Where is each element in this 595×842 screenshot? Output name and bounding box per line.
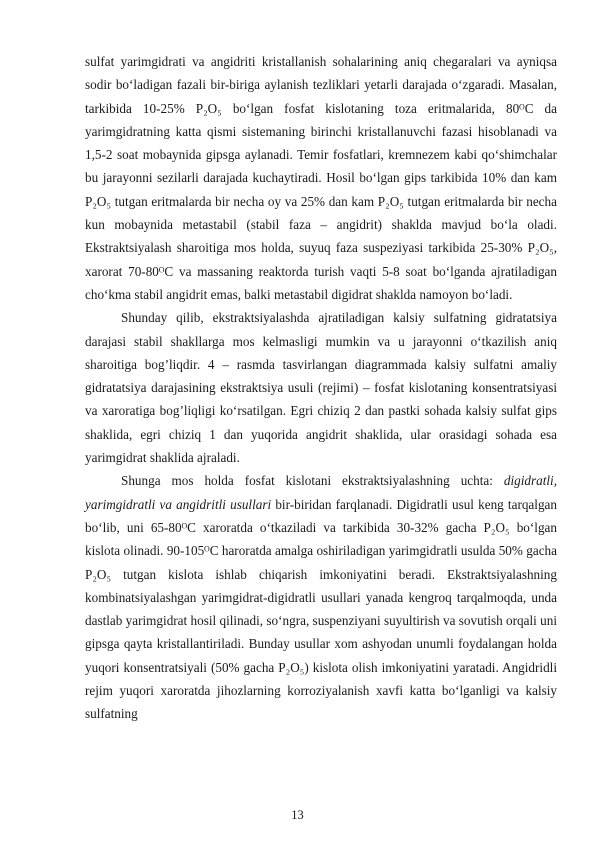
paragraph-text: Shunday qilib, ekstraktsiyalashda ajratiladigan kalsiy sulfatning gidratatsiya darajasi stabil shakllarga mos kelmasligi mumkin va u jarayonni o‘tkazilish aniq sharoitiga bog’liqdir. 4 – rasmda tasvirlangan diagrammada kalsiy sulfatni amaliy gidratatsiya darajasining ekstraktsiya usuli (rejimi) – fosfat kislotaning konsentratsiyasi va xaroratiga bog’liqligi ko‘rsatilgan. Egri chiziq 2 dan pastki sohada kalsiy sulfat gips shaklida, egri chiziq 1 dan yuqorida angidrit shaklida, ular orasidagi sohada esa yarimgidrat shaklida ajraladi. [85, 310, 557, 466]
paragraph-text: sulfat yarimgidrati va angidriti kristallanish sohalarining aniq chegaralari va ayniqsa sodir bo‘ladigan fazali bir-biriga aylanish tezliklari yetarli darajada o‘zgaradi. Masalan, tarkibida 10-25% P₂O₅ bo‘lgan fosfat kislotaning toza eritmalarida, 80ᴼC da yarimgidratning katta qismi sistemaning birinchi kristallanuvchi fazasi hisoblanadi va 1,5-2 soat mobaynida gipsga aylanadi. Temir fosfatlari, kremnezem kabi qo‘shimchalar bu jarayonni sezilarli darajada kuchaytiradi. Hosil bo‘lgan gips tarkibida 10% dan kam P₂O₅ tutgan eritmalarda bir necha oy va 25% dan kam P₂O₅ tutgan eritmalarda bir necha kun mobaynida metastabil (stabil faza – angidrit) shaklda mavjud bo‘la oladi. Ekstraktsiyalash sharoitiga mos holda, suyuq faza suspeziyasi tarkibida 25-30% P₂O₅, xarorat 70-80ᴼC va massaning reaktorda turish vaqti 5-8 soat bo‘lganda ajratiladigan cho‘kma stabil angidrit emas, balki metastabil digidrat shaklda namoyon bo‘ladi. [85, 54, 557, 302]
paragraph-extraction-methods [85, 469, 557, 725]
paragraph-continuation [85, 50, 557, 306]
paragraph-hydration-degree [85, 306, 557, 469]
paragraph-text: bir-biridan farqlanadi. Digidratli usul keng tarqalgan bo‘lib, uni 65-80ᴼC xaroratda o‘tkaziladi va tarkibida 30-32% gacha P₂O₅ bo‘lgan kislota olinadi. 90-105ᴼC haroratda amalga oshiriladigan yarimgidratli usulda 50% gacha P₂O₅ tutgan kislota ishlab chiqarish imkoniyatini beradi. Ekstraktsiyalashning kombinatsiyalashgan yarimgidrat-digidratli usullari yanada kengroq tarqalmoqda, unda dastlab yarimgidrat hosil qilinadi, so‘ngra, suspenziyani suyultirish va sovutish orqali uni gipsga qayta kristallantiriladi. Bunday usullar xom ashyodan unumli foydalangan holda yuqori konsentratsiyali (50% gacha P₂O₅) kislota olish imkoniyatini yaratadi. Angidridli rejim yuqori xaroratda jihozlarning korroziyalanish xavfi katta bo‘lganligi va kalsiy sulfatning [85, 496, 557, 722]
paragraph-text: Shunga mos holda fosfat kislotani ekstraktsiyalashning uchta: [121, 473, 504, 489]
page-number: 13 [291, 808, 304, 822]
document-page [85, 50, 557, 726]
emphasis-methods: digidratli, yarimgidratli va angidritli usullari [85, 473, 557, 512]
